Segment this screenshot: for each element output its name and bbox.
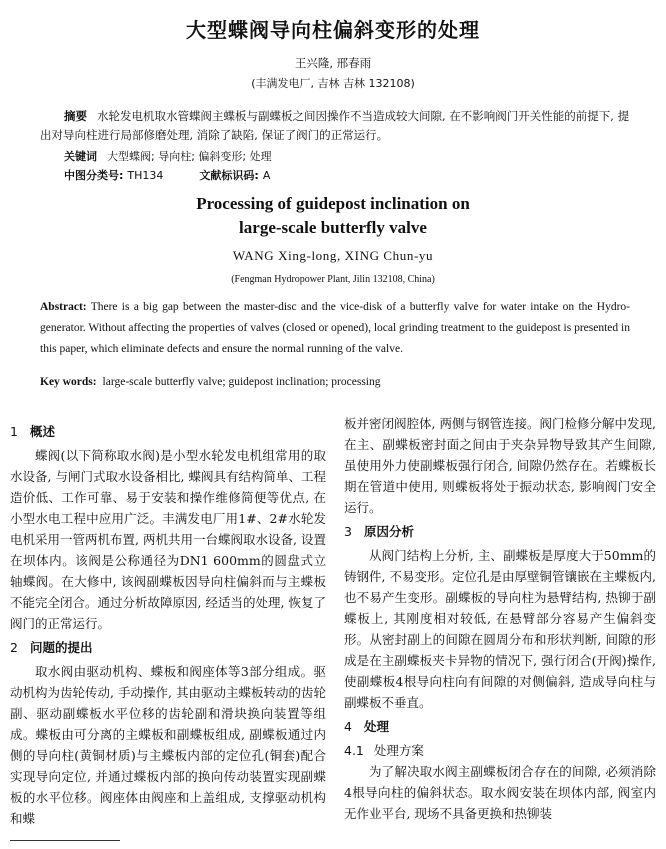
section-1-paragraph: 蝶阀(以下简称取水阀)是小型水轮发电机组常用的取水设备, 与闸门式取水设备相比, 蝶阀具有结构简单、工程造价低、工作可靠、易于安装和操作维修简便等优点, 在小型水电工程中应用广泛。丰满发电厂用1#、2#水轮发电机采用一管两机布置, 两机共用一台蝶阀取水设备, 设置在坝体内。该阀是公称通径为DN1 600mm的圆盘式立轴蝶阀。在大修中, 该阀副蝶板因导向柱偏斜而与主蝶板不能完全闭合。通过分析故障原因, 经适当的处理, 恢复了阀门的正常运行。 (10, 448, 326, 631)
keywords-cn-text: 大型蝶阀; 导向柱; 偏斜变形; 处理 (107, 150, 272, 163)
paper-title-en (0, 192, 666, 240)
keywords-en-text: large-scale butterfly valve; guidepost inclination; processing (102, 376, 381, 388)
paper-title-en-line2: large-scale butterfly valve (239, 218, 427, 237)
section-4-1-heading: 4.1 处理方案 (344, 743, 424, 758)
abstract-en-label: Abstract: (40, 301, 87, 313)
abstract-cn (40, 107, 636, 145)
classification-cn (64, 167, 270, 183)
footnote-rule (10, 840, 120, 841)
authors-cn: 王兴隆, 邢春雨 (294, 56, 372, 70)
body-column-left (10, 418, 326, 829)
section-1-heading: 1 概述 (10, 424, 55, 439)
section-2-paragraph: 取水阀由驱动机构、蝶板和阀座体等3部分组成。驱动机构为齿轮传动, 手动操作, 其由驱动主蝶板转动的齿轮副、驱动副蝶板水平位移的齿轮副和滑块换向装置等组成。蝶板由可分离的主蝶板和副蝶板组成, 副蝶板通过内侧的导向柱(黄铜材质)与主蝶板内部的定位孔(铜套)配合实现导向定位, 并通过蝶板内部的换向传动装置实现副蝶板的水平位移。阀座体由阀座和上盖组成, 支撑驱动机构和蝶 (10, 664, 326, 826)
paper-title-en-line1: Processing of guidepost inclination on (196, 194, 470, 213)
doc-code-value: A (262, 169, 271, 182)
clc-label: 中图分类号: (64, 169, 124, 182)
keywords-cn-label: 关键词 (64, 150, 97, 163)
section-3-paragraph: 从阀门结构上分析, 主、副蝶板是厚度大于50mm的铸钢件, 不易变形。定位孔是由厚壁铜管镶嵌在主蝶板内, 也不易产生变形。副蝶板的导向柱为悬臂结构, 热铆于副蝶板上, 其刚度相对较低, 在悬臂部分容易产生偏斜变形。从密封副上的间隙在圆周分布和形状判断, 间隙的形成是在主副蝶板夹卡异物的情况下, 强行闭合(开阀)操作, 使副蝶板4根导向柱向有间隙的对侧偏斜, 造成导向柱与副蝶板不垂直。 (344, 548, 656, 710)
section-2-heading: 2 问题的提出 (10, 640, 93, 655)
keywords-en-label: Key words: (40, 376, 97, 388)
clc-value: TH134 (127, 169, 164, 182)
abstract-cn-text: 水轮发电机取水管蝶阀主蝶板与副蝶板之间因操作不当造成较大间隙, 在不影响阀门开关性能的前提下, 提出对导向柱进行局部修磨处理, 消除了缺陷, 保证了阀门的正常运行。 (40, 109, 630, 142)
section-3-heading: 3 原因分析 (344, 524, 414, 539)
doc-code-label: 文献标识码: (199, 169, 259, 182)
authors-en: WANG Xing-long, XING Chun-yu (232, 248, 434, 263)
body-column-right (344, 413, 656, 824)
abstract-en-text: There is a big gap between the master-disc and the vice-disk of a butterfly valve for water intake on the Hydro-generator. Without affecting the properties of valves (closed or opened), local grinding treatment to the guidepost is presented in this paper, which eliminate defects and ensure the normal running of the valve. (40, 301, 630, 355)
affiliation-en: (Fengman Hydropower Plant, Jilin 132108, China) (231, 274, 435, 285)
affiliation-cn: (丰满发电厂, 吉林 吉林 132108) (251, 77, 415, 90)
section-2-paragraph-cont: 板并密闭阀腔体, 两侧与钢管连接。阀门检修分解中发现, 在主、副蝶板密封面之间由于夹杂异物导致其产生间隙, 虽使用外力使副蝶板强行闭合, 间隙仍然存在。若蝶板长期在管道中使用, 则蝶板将处于振动状态, 影响阀门安全运行。 (344, 416, 656, 515)
keywords-cn (64, 148, 272, 164)
section-4-heading: 4 处理 (344, 719, 389, 734)
abstract-en (40, 297, 630, 360)
abstract-cn-label: 摘要 (64, 109, 87, 123)
keywords-en (40, 376, 381, 388)
paper-title-cn: 大型蝶阀导向柱偏斜变形的处理 (186, 18, 480, 42)
section-4-1-paragraph: 为了解决取水阀主副蝶板闭合存在的间隙, 必须消除4根导向柱的偏斜状态。取水阀安装在坝体内部, 阀室内无作业平台, 现场不具备更换和热铆装 (344, 764, 656, 821)
